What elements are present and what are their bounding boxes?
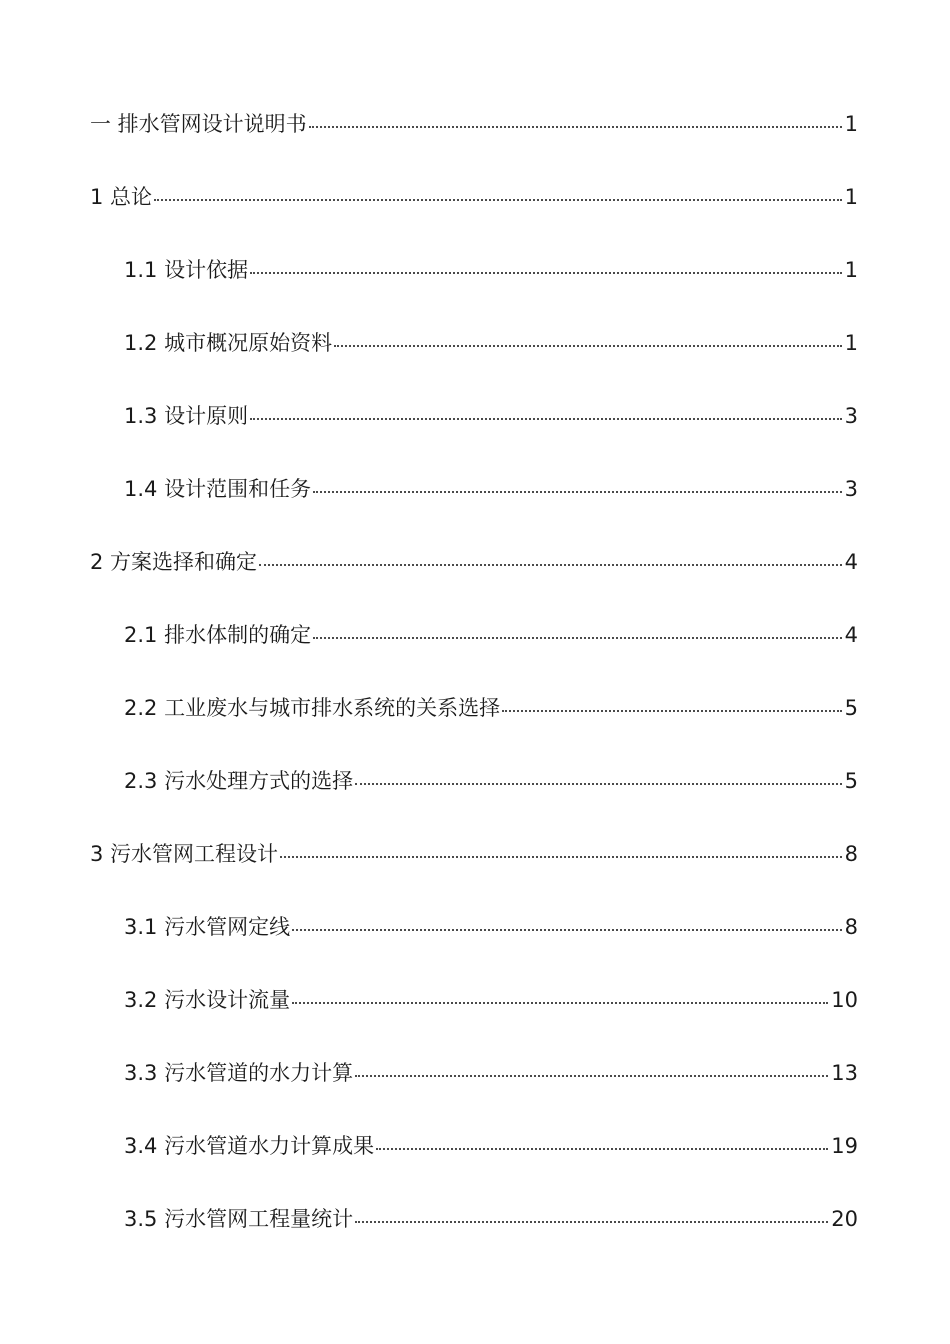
toc-dot-leader: [355, 1075, 828, 1077]
toc-entry-title: 3.1 污水管网定线: [124, 915, 291, 939]
toc-entry-6[interactable]: [90, 542, 858, 615]
toc-entry-title: 3 污水管网工程设计: [90, 842, 279, 866]
toc-dot-leader: [334, 345, 842, 347]
toc-dot-leader: [502, 710, 842, 712]
toc-entry-12[interactable]: [90, 980, 858, 1053]
toc-entry-title: 2.1 排水体制的确定: [124, 623, 312, 647]
toc-entry-title: 3.3 污水管道的水力计算: [124, 1061, 354, 1085]
toc-entry-page: 8: [844, 915, 858, 939]
toc-entry-title: 3.5 污水管网工程量统计: [124, 1207, 354, 1231]
toc-entry-2[interactable]: [90, 250, 858, 323]
toc-dot-leader: [250, 418, 842, 420]
toc-entry-page: 1: [844, 258, 858, 282]
toc-entry-page: 5: [844, 769, 858, 793]
toc-entry-11[interactable]: [90, 907, 858, 980]
toc-entry-page: 20: [831, 1207, 858, 1231]
toc-entry-title: 一 排水管网设计说明书: [90, 112, 307, 136]
toc-entry-title: 2.2 工业废水与城市排水系统的关系选择: [124, 696, 501, 720]
toc-entry-page: 10: [831, 988, 858, 1012]
toc-dot-leader: [309, 126, 842, 128]
toc-entry-page: 4: [844, 623, 858, 647]
toc-entry-page: 3: [844, 477, 858, 501]
toc-entry-page: 1: [844, 185, 858, 209]
table-of-contents: [90, 104, 858, 1272]
toc-entry-15[interactable]: [90, 1199, 858, 1272]
toc-dot-leader: [280, 856, 842, 858]
toc-entry-title: 2.3 污水处理方式的选择: [124, 769, 354, 793]
toc-entry-5[interactable]: [90, 469, 858, 542]
toc-dot-leader: [376, 1148, 828, 1150]
toc-dot-leader: [154, 199, 842, 201]
toc-dot-leader: [250, 272, 842, 274]
toc-entry-14[interactable]: [90, 1126, 858, 1199]
toc-dot-leader: [313, 637, 842, 639]
toc-entry-title: 1.2 城市概况原始资料: [124, 331, 333, 355]
toc-dot-leader: [355, 1221, 828, 1223]
toc-entry-page: 13: [831, 1061, 858, 1085]
toc-entry-page: 5: [844, 696, 858, 720]
toc-entry-page: 3: [844, 404, 858, 428]
toc-entry-title: 2 方案选择和确定: [90, 550, 258, 574]
toc-entry-3[interactable]: [90, 323, 858, 396]
toc-entry-8[interactable]: [90, 688, 858, 761]
toc-entry-page: 4: [844, 550, 858, 574]
toc-entry-title: 1.3 设计原则: [124, 404, 249, 428]
toc-entry-13[interactable]: [90, 1053, 858, 1126]
toc-entry-4[interactable]: [90, 396, 858, 469]
toc-entry-7[interactable]: [90, 615, 858, 688]
toc-dot-leader: [292, 929, 842, 931]
toc-dot-leader: [292, 1002, 828, 1004]
toc-entry-1[interactable]: [90, 177, 858, 250]
toc-dot-leader: [259, 564, 842, 566]
toc-dot-leader: [313, 491, 842, 493]
toc-entry-title: 1 总论: [90, 185, 153, 209]
toc-entry-page: 1: [844, 112, 858, 136]
toc-entry-9[interactable]: [90, 761, 858, 834]
toc-entry-title: 1.4 设计范围和任务: [124, 477, 312, 501]
toc-entry-title: 1.1 设计依据: [124, 258, 249, 282]
toc-entry-page: 1: [844, 331, 858, 355]
toc-entry-page: 8: [844, 842, 858, 866]
toc-entry-title: 3.4 污水管道水力计算成果: [124, 1134, 375, 1158]
toc-entry-10[interactable]: [90, 834, 858, 907]
toc-entry-title: 3.2 污水设计流量: [124, 988, 291, 1012]
toc-entry-page: 19: [831, 1134, 858, 1158]
toc-entry-0[interactable]: [90, 104, 858, 177]
toc-dot-leader: [355, 783, 842, 785]
